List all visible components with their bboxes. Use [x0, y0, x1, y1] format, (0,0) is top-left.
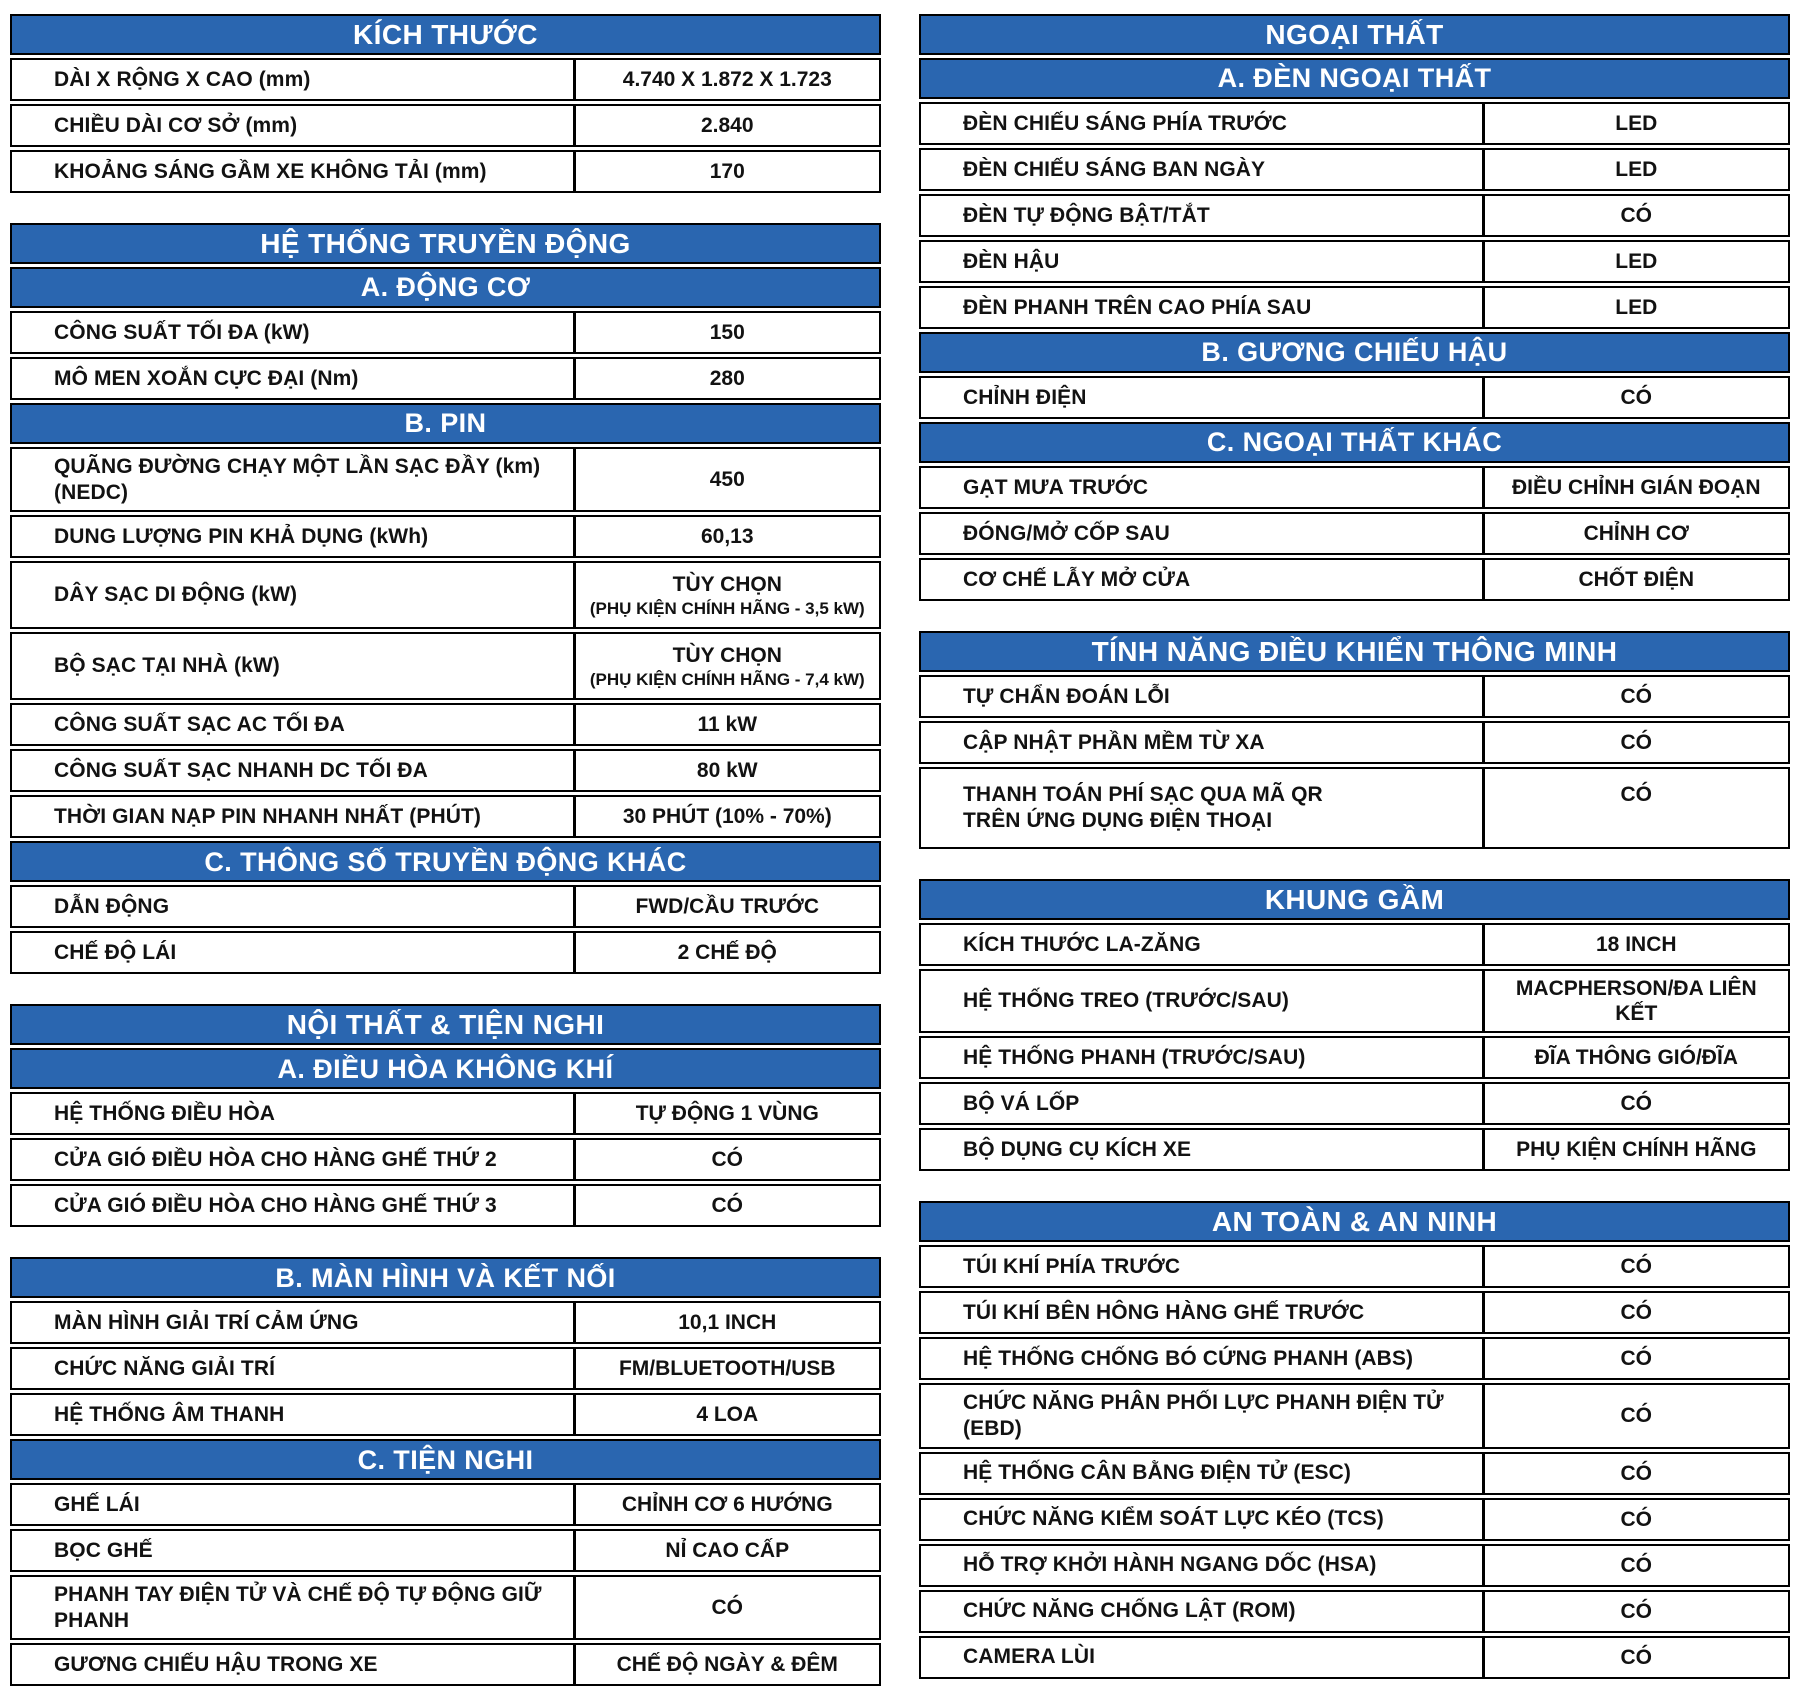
spec-value-text: CÓ: [1620, 1404, 1653, 1428]
spec-row: [919, 721, 1790, 764]
spec-value-text: CÓ: [1620, 730, 1653, 754]
spec-value-text: CÓ: [1620, 385, 1653, 409]
spec-label: [921, 242, 1485, 281]
spec-value-text: 170: [709, 159, 745, 183]
subsection-title: B. MÀN HÌNH VÀ KẾT NỐI: [10, 1257, 881, 1298]
spec-row: [10, 311, 881, 354]
spec-label: [12, 60, 576, 99]
spec-table-an-toan-an-ninh: [919, 1201, 1790, 1678]
spec-label-text: KHOẢNG SÁNG GẦM XE KHÔNG TẢI (mm): [54, 159, 487, 183]
spec-value-text: 30 PHÚT (10% - 70%): [622, 805, 832, 829]
spec-label-text: CHẾ ĐỘ LÁI: [54, 940, 177, 964]
spec-value-text: 80 kW: [696, 759, 758, 783]
spec-value-text: NỈ CAO CẤP: [665, 1539, 790, 1563]
spec-table-he-thong-truyen-dong: [10, 223, 881, 974]
spec-row: [919, 1337, 1790, 1380]
spec-value-text: 2 CHẾ ĐỘ: [677, 941, 777, 965]
spec-value: [1485, 1084, 1788, 1123]
spec-label: [12, 449, 576, 510]
spec-label: [12, 751, 576, 790]
spec-row: [919, 1245, 1790, 1288]
section-title: NGOẠI THẤT: [919, 14, 1790, 55]
spec-value: [1485, 1247, 1788, 1286]
spec-label-text: GẠT MƯA TRƯỚC: [963, 475, 1149, 499]
spec-value: [1485, 925, 1788, 964]
spec-value-text: ĐĨA THÔNG GIÓ/ĐĨA: [1534, 1046, 1738, 1070]
spec-row: [10, 632, 881, 700]
spec-label: [921, 1038, 1485, 1077]
spec-value-text: CÓ: [1620, 1301, 1653, 1325]
spec-label: [12, 1094, 576, 1133]
spec-label: [921, 1247, 1485, 1286]
spec-label: [12, 933, 576, 972]
spec-label: [921, 150, 1485, 189]
spec-value: [576, 60, 879, 99]
subsection-title: A. ĐỘNG CƠ: [10, 267, 881, 308]
spec-row: [10, 150, 881, 193]
spec-value-text: CÓ: [1620, 1461, 1653, 1485]
spec-value-text: CÓ: [1620, 203, 1653, 227]
spec-value: [576, 933, 879, 972]
spec-label: [12, 313, 576, 352]
spec-row: [919, 512, 1790, 555]
spec-value-text: 11 kW: [697, 713, 758, 737]
spec-label-text: THỜI GIAN NẠP PIN NHANH NHẤT (PHÚT): [54, 804, 482, 828]
spec-value: [1485, 1500, 1788, 1539]
spec-value-text: LED: [1615, 157, 1658, 181]
spec-value-text: 4.740 X 1.872 X 1.723: [622, 67, 832, 91]
spec-value-text: FM/BLUETOOTH/USB: [618, 1357, 836, 1381]
spec-label-text: HỆ THỐNG ĐIỀU HÒA: [54, 1101, 276, 1125]
spec-label: [921, 468, 1485, 507]
spec-label-text: MÀN HÌNH GIẢI TRÍ CẢM ỨNG: [54, 1310, 359, 1334]
spec-row: [919, 558, 1790, 601]
section-title: AN TOÀN & AN NINH: [919, 1201, 1790, 1242]
spec-row: [10, 515, 881, 558]
spec-label: [12, 563, 576, 627]
spec-row: [919, 102, 1790, 145]
spec-value-text: TỰ ĐỘNG 1 VÙNG: [635, 1102, 819, 1126]
spec-label-text: BỘ DỤNG CỤ KÍCH XE: [963, 1138, 1192, 1162]
spec-value: [1485, 514, 1788, 553]
right-column: [919, 14, 1790, 1669]
spec-label: [921, 1385, 1485, 1446]
subsection-title: A. ĐIỀU HÒA KHÔNG KHÍ: [10, 1048, 881, 1089]
spec-row: [919, 148, 1790, 191]
spec-label-text: CAMERA LÙI: [963, 1645, 1096, 1669]
spec-row: [10, 1643, 881, 1686]
spec-value: [1485, 1293, 1788, 1332]
spec-label: [921, 560, 1485, 599]
spec-value: [576, 1485, 879, 1524]
spec-value: [576, 887, 879, 926]
spec-label: [921, 1293, 1485, 1332]
spec-value-text: 150: [709, 320, 745, 344]
spec-value: [1485, 1339, 1788, 1378]
spec-value: [1485, 378, 1788, 417]
spec-value-subtext: (PHỤ KIỆN CHÍNH HÃNG - 7,4 kW): [589, 669, 865, 689]
spec-value: [576, 751, 879, 790]
spec-label-text: HỆ THỐNG ÂM THANH: [54, 1402, 285, 1426]
spec-label: [12, 1531, 576, 1570]
spec-row: [10, 703, 881, 746]
spec-value-text: 280: [709, 366, 745, 390]
spec-label: [921, 378, 1485, 417]
spec-row: [10, 1301, 881, 1344]
spec-label-text: CỬA GIÓ ĐIỀU HÒA CHO HÀNG GHẾ THỨ 3: [54, 1193, 497, 1217]
spec-row: [919, 1544, 1790, 1587]
spec-label-text: CƠ CHẾ LẪY MỞ CỬA: [963, 567, 1191, 591]
spec-label: [12, 1577, 576, 1638]
spec-label: [921, 196, 1485, 235]
spec-label-text: ĐÈN CHIẾU SÁNG BAN NGÀY: [963, 157, 1266, 181]
spec-label-text: TÚI KHÍ PHÍA TRƯỚC: [963, 1255, 1181, 1279]
spec-label: [921, 723, 1485, 762]
spec-value-text: MACPHERSON/ĐA LIÊN KẾT: [1515, 977, 1757, 1026]
spec-label: [921, 769, 1485, 847]
spec-label: [12, 705, 576, 744]
spec-value: [1485, 677, 1788, 716]
spec-label: [921, 288, 1485, 327]
subsection-title: C. TIỆN NGHI: [10, 1439, 881, 1480]
section-title: TÍNH NĂNG ĐIỀU KHIỂN THÔNG MINH: [919, 631, 1790, 672]
spec-label-text: GƯƠNG CHIẾU HẬU TRONG XE: [54, 1653, 378, 1677]
section-title: HỆ THỐNG TRUYỀN ĐỘNG: [10, 223, 881, 264]
spec-label: [921, 104, 1485, 143]
spec-row: [919, 1636, 1790, 1679]
spec-row: [919, 1291, 1790, 1334]
spec-label-text: CỬA GIÓ ĐIỀU HÒA CHO HÀNG GHẾ THỨ 2: [54, 1147, 497, 1171]
spec-value: [1485, 242, 1788, 281]
subsection-title: C. THÔNG SỐ TRUYỀN ĐỘNG KHÁC: [10, 841, 881, 882]
spec-row: [10, 561, 881, 629]
spec-value: [576, 563, 879, 627]
spec-value-text: LED: [1615, 249, 1658, 273]
spec-row: [10, 1483, 881, 1526]
spec-label-text: DUNG LƯỢNG PIN KHẢ DỤNG (kWh): [54, 524, 429, 548]
spec-label: [12, 887, 576, 926]
spec-value-text: CÓ: [711, 1596, 744, 1620]
spec-row: [10, 58, 881, 101]
spec-row: [919, 1128, 1790, 1171]
spec-value: [1485, 468, 1788, 507]
spec-value-text: CÓ: [1620, 1599, 1653, 1623]
spec-label: [12, 1140, 576, 1179]
section-title: KÍCH THƯỚC: [10, 14, 881, 55]
spec-row: [10, 749, 881, 792]
spec-row: [10, 1138, 881, 1181]
spec-value-text: LED: [1615, 295, 1658, 319]
spec-value-subtext: (PHỤ KIỆN CHÍNH HÃNG - 3,5 kW): [589, 598, 865, 618]
spec-value: [1485, 150, 1788, 189]
spec-value: [576, 359, 879, 398]
spec-value: [1485, 104, 1788, 143]
spec-label-text: ĐÈN PHANH TRÊN CAO PHÍA SAU: [963, 295, 1312, 319]
spec-label: [921, 971, 1485, 1031]
spec-value: [576, 517, 879, 556]
spec-value: [576, 634, 879, 698]
spec-label: [12, 1303, 576, 1342]
spec-row: [10, 1529, 881, 1572]
spec-row: [919, 240, 1790, 283]
spec-value-text: CÓ: [1620, 1645, 1653, 1669]
spec-label-text: CÔNG SUẤT TỐI ĐA (kW): [54, 320, 310, 344]
subsection-title: C. NGOẠI THẤT KHÁC: [919, 422, 1790, 463]
spec-row: [10, 1092, 881, 1135]
spec-table-kich-thuoc: [10, 14, 881, 193]
spec-value-text: 4 LOA: [696, 1403, 759, 1427]
spec-value: [1485, 971, 1788, 1031]
spec-value: [1485, 1638, 1788, 1677]
spec-value-text: PHỤ KIỆN CHÍNH HÃNG: [1516, 1138, 1757, 1162]
spec-label: [921, 1500, 1485, 1539]
spec-row: [919, 376, 1790, 419]
spec-value: [576, 1186, 879, 1225]
spec-value: [576, 152, 879, 191]
spec-label: [12, 517, 576, 556]
spec-label-text: ĐÈN CHIẾU SÁNG PHÍA TRƯỚC: [963, 111, 1288, 135]
spec-table-ngoai-that: [919, 14, 1790, 601]
spec-value-text: CHẾ ĐỘ NGÀY & ĐÊM: [616, 1653, 838, 1677]
spec-label: [12, 634, 576, 698]
spec-value-text: CÓ: [711, 1194, 744, 1218]
spec-label-text: ĐÈN HẬU: [963, 249, 1060, 273]
spec-label: [12, 1349, 576, 1388]
spec-label: [12, 1645, 576, 1684]
spec-value: [576, 1094, 879, 1133]
spec-value-text: TÙY CHỌN: [672, 644, 782, 668]
spec-row: [10, 1393, 881, 1436]
spec-row: [919, 969, 1790, 1033]
spec-value: [1485, 769, 1788, 847]
spec-row: [10, 795, 881, 838]
spec-value-text: 10,1 INCH: [678, 1311, 777, 1335]
subsection-title: B. PIN: [10, 403, 881, 444]
spec-label-text: HỖ TRỢ KHỞI HÀNH NGANG DỐC (HSA): [963, 1553, 1377, 1577]
spec-label: [921, 1454, 1485, 1493]
spec-label: [12, 359, 576, 398]
spec-value: [576, 705, 879, 744]
spec-value-text: CHỈNH CƠ 6 HƯỚNG: [621, 1493, 833, 1517]
spec-label-text: CHIỀU DÀI CƠ SỞ (mm): [54, 113, 298, 137]
spec-row: [10, 104, 881, 147]
spec-row: [919, 767, 1790, 849]
spec-label-text: CẬP NHẬT PHẦN MỀM TỪ XA: [963, 730, 1265, 754]
spec-label-text: GHẾ LÁI: [54, 1492, 140, 1516]
spec-value: [576, 449, 879, 510]
spec-label-text: QUÃNG ĐƯỜNG CHẠY MỘT LẦN SẠC ĐẦY (km) (NEDC): [54, 455, 541, 504]
spec-row: [10, 357, 881, 400]
spec-value: [1485, 1038, 1788, 1077]
spec-value: [576, 1349, 879, 1388]
spec-label-text: CHỨC NĂNG KIỂM SOÁT LỰC KÉO (TCS): [963, 1507, 1384, 1531]
spec-value-text: LED: [1615, 111, 1658, 135]
spec-label-text: KÍCH THƯỚC LA-ZĂNG: [963, 932, 1201, 956]
spec-value-text: CÓ: [711, 1148, 744, 1172]
spec-table-man-hinh-tien-nghi: [10, 1257, 881, 1686]
spec-value: [1485, 1592, 1788, 1631]
subsection-title: B. GƯƠNG CHIẾU HẬU: [919, 332, 1790, 373]
spec-row: [919, 675, 1790, 718]
spec-value: [576, 106, 879, 145]
spec-label: [12, 152, 576, 191]
spec-label-text: DÂY SẠC DI ĐỘNG (kW): [54, 583, 298, 607]
spec-label-text: PHANH TAY ĐIỆN TỬ VÀ CHẾ ĐỘ TỰ ĐỘNG GIỮ PHANH: [54, 1583, 542, 1632]
spec-value: [1485, 1454, 1788, 1493]
spec-label: [921, 677, 1485, 716]
spec-value-text: CHỐT ĐIỆN: [1578, 567, 1695, 591]
spec-row: [919, 1082, 1790, 1125]
spec-label-text: CÔNG SUẤT SẠC AC TỐI ĐA: [54, 712, 345, 736]
spec-row: [10, 931, 881, 974]
spec-label-text-line2: TRÊN ỨNG DỤNG ĐIỆN THOẠI: [963, 808, 1273, 832]
spec-label-text: HỆ THỐNG CHỐNG BÓ CỨNG PHANH (ABS): [963, 1347, 1414, 1371]
spec-row: [10, 1184, 881, 1227]
spec-value: [576, 1395, 879, 1434]
spec-label: [12, 1186, 576, 1225]
spec-label: [921, 1592, 1485, 1631]
spec-row: [919, 1383, 1790, 1448]
spec-label: [12, 1395, 576, 1434]
spec-value: [576, 1531, 879, 1570]
spec-value: [1485, 1130, 1788, 1169]
spec-row: [10, 1347, 881, 1390]
spec-label: [921, 1084, 1485, 1123]
spec-row: [919, 1036, 1790, 1079]
spec-row: [919, 1498, 1790, 1541]
spec-value-text: CÓ: [1620, 1255, 1653, 1279]
spec-label-text: BỘ SẠC TẠI NHÀ (kW): [54, 654, 280, 678]
spec-label: [921, 1130, 1485, 1169]
spec-label-text: TÚI KHÍ BÊN HÔNG HÀNG GHẾ TRƯỚC: [963, 1301, 1365, 1325]
spec-value-text: CÓ: [1620, 1347, 1653, 1371]
spec-label-text: ĐÈN TỰ ĐỘNG BẬT/TẮT: [963, 203, 1210, 227]
spec-value-text: 450: [709, 468, 745, 492]
spec-value-text: 18 INCH: [1596, 932, 1677, 956]
spec-label-text: HỆ THỐNG PHANH (TRƯỚC/SAU): [963, 1046, 1306, 1070]
spec-value: [1485, 288, 1788, 327]
spec-row: [919, 923, 1790, 966]
spec-row: [919, 1590, 1790, 1633]
spec-label-text: TỰ CHẨN ĐOÁN LỖI: [963, 684, 1170, 708]
spec-label-text: CHỨC NĂNG PHÂN PHỐI LỰC PHANH ĐIỆN TỬ (EBD): [963, 1391, 1444, 1440]
spec-value-text: 2.840: [700, 113, 754, 137]
spec-row: [10, 1575, 881, 1640]
spec-value: [576, 797, 879, 836]
spec-label-text: HỆ THỐNG TREO (TRƯỚC/SAU): [963, 989, 1289, 1013]
spec-row: [10, 885, 881, 928]
spec-row: [919, 1452, 1790, 1495]
spec-value: [1485, 1385, 1788, 1446]
spec-value-text: TÙY CHỌN: [672, 573, 782, 597]
spec-label-text: BỘ VÁ LỐP: [963, 1092, 1080, 1116]
spec-table-noi-that-tien-nghi: [10, 1004, 881, 1227]
spec-label-text: DẪN ĐỘNG: [54, 894, 170, 918]
spec-value: [1485, 1546, 1788, 1585]
spec-value-text: CÓ: [1620, 684, 1653, 708]
spec-table-khung-gam: [919, 879, 1790, 1171]
spec-value: [576, 1645, 879, 1684]
spec-label: [921, 925, 1485, 964]
spec-label: [12, 797, 576, 836]
spec-value: [1485, 723, 1788, 762]
spec-label: [12, 1485, 576, 1524]
spec-row: [919, 466, 1790, 509]
spec-value-text: CÓ: [1620, 1092, 1653, 1116]
spec-label: [921, 1339, 1485, 1378]
spec-value: [1485, 560, 1788, 599]
spec-value-text: FWD/CẦU TRƯỚC: [635, 895, 820, 919]
spec-value: [576, 1577, 879, 1638]
spec-row: [919, 286, 1790, 329]
spec-value-text: CÓ: [1620, 1553, 1653, 1577]
section-title: KHUNG GẦM: [919, 879, 1790, 920]
spec-value-text: 60,13: [700, 525, 754, 549]
section-title: NỘI THẤT & TIỆN NGHI: [10, 1004, 881, 1045]
spec-table-tinh-nang-dieu-khien-thong-minh: [919, 631, 1790, 849]
spec-value-text: ĐIỀU CHỈNH GIÁN ĐOẠN: [1512, 475, 1761, 499]
spec-value-text: CHỈNH CƠ: [1583, 521, 1689, 545]
spec-label-text: HỆ THỐNG CÂN BẰNG ĐIỆN TỬ (ESC): [963, 1461, 1352, 1485]
spec-label-text: CHỨC NĂNG GIẢI TRÍ: [54, 1356, 276, 1380]
spec-label-text: BỌC GHẾ: [54, 1538, 153, 1562]
spec-label-text: DÀI X RỘNG X CAO (mm): [54, 67, 311, 91]
spec-label: [921, 1638, 1485, 1677]
spec-value: [1485, 196, 1788, 235]
spec-value: [576, 313, 879, 352]
spec-value-text: CÓ: [1620, 1507, 1653, 1531]
left-column: [10, 14, 881, 1677]
spec-row: [919, 194, 1790, 237]
spec-label: [921, 1546, 1485, 1585]
spec-label-text: ĐÓNG/MỞ CỐP SAU: [963, 521, 1170, 545]
spec-label-text: MÔ MEN XOẮN CỰC ĐẠI (Nm): [54, 366, 359, 390]
subsection-title: A. ĐÈN NGOẠI THẤT: [919, 58, 1790, 99]
spec-label-text: CHỈNH ĐIỆN: [963, 385, 1087, 409]
spec-row: [10, 447, 881, 512]
spec-label-text: CÔNG SUẤT SẠC NHANH DC TỐI ĐA: [54, 758, 428, 782]
spec-value: [576, 1140, 879, 1179]
spec-label: [921, 514, 1485, 553]
spec-value-text: CÓ: [1620, 783, 1653, 806]
spec-label-text: CHỨC NĂNG CHỐNG LẬT (ROM): [963, 1599, 1296, 1623]
spec-label-text: THANH TOÁN PHÍ SẠC QUA MÃ QR: [963, 783, 1323, 806]
spec-label: [12, 106, 576, 145]
spec-value: [576, 1303, 879, 1342]
